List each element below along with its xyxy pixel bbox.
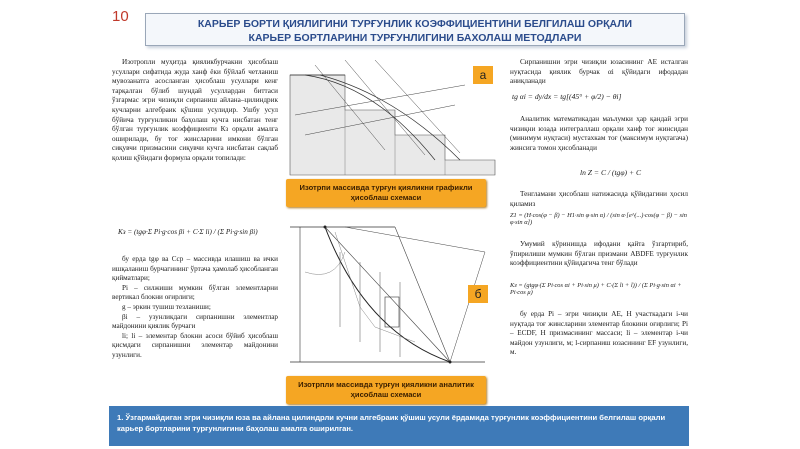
graphic-scheme-diagram (285, 55, 500, 177)
left-paragraph-1: Изотропли муҳитда қияликбурчакни ҳисоблаш усуллари сифатида жуда ханф ёки бўйлаб четланиш мувозанатга асосланган ҳисоблаш усуллари кенг тарқалган бўлиб шундай усуллардан биттаси ўзгармас эгри чизиқли сирпаниш айлана–цилиндрик кучларни алгебраик қўшиш усулидир. Ушбу усул бўйича турғунликни баҳолаш кучга нисбатан тенг бўлган турғунлик коэффициенти Кз орқали амалга оширилади, бу тоғ жинсларини имкони бўлган сиқувчи призмасини сиқувчи кучга нисбатан сақлаб қолиш қўйидаги формула орқали топилади: (112, 58, 278, 162)
formula-tangent: tg αi = dy/dx = tg[(45° + φ/2) − θi] (512, 92, 622, 101)
left-paragraph-4: g – эркин тушиш тезланиши; (122, 302, 211, 311)
caption-graphic-scheme: Изотрпи массивда турғун қияликни графикли ҳисоблаш схемаси (286, 179, 486, 207)
caption-analytic-scheme: Изотрпли массивда турғун қияликни аналитик ҳисоблаш схемаси (286, 376, 486, 404)
stability-formula-left (118, 228, 283, 252)
title-line-2: КАРЬЕР БОРТЛАРИНИ ТУРҒУНЛИГИНИ БАХОЛАШ МЕТОДЛАРИ (248, 32, 582, 44)
right-paragraph-3: Тенгламани ҳисоблаш натижасида қўйидагини ҳосил қиламиз (510, 190, 688, 208)
right-column-mid2 (510, 190, 688, 209)
right-column-mid (510, 115, 688, 153)
conclusion-banner: 1. Ўзгармайдиган эгри чизиқли юза ва айлана цилиндрли кучни алгебраик қўшиш усули ёрдамида турғунлик коэффициентини белгилаш орқали карьер бортларини турғунлигини баҳолаш амалга оширилган. (109, 406, 689, 446)
formula-text: Кз = (tgφ·Σ Pi·g·cos βi + C·Σ li) / (Σ Pi·g·sin βi) (118, 228, 258, 236)
right-paragraph-1: Сирпанишни эгри чизиқли юзасининг АЕ исталган нуқтасида қиялик бурчак αi қўйидаги ифодадан аниқланади (510, 58, 688, 86)
left-paragraph-6: li; li – элементар блокни асоси бўйиб ҳисоблаш қисмдаги сирпанишни элементар майдонини узунлиги. (112, 331, 278, 359)
formula-z: Z1 = (H·cos(φ − β) − H1·sin φ·sin α) / (sin α·[e^(...)·cos(φ − β) − sin φ·sin α]) (510, 212, 687, 226)
right-column-bottom (510, 310, 688, 358)
right-column-mid3 (510, 240, 688, 269)
title-line-1: КАРЬЕР БОРТИ ҚИЯЛИГИНИ ТУРҒУНЛИК КОЭФФИЦИЕНТИНИ БЕЛГИЛАШ ОРҚАЛИ (197, 18, 633, 30)
right-paragraph-2: Аналитик математикадан маълумки ҳар қандай эгри чизиқни юзада интеграллаш орқали ханф тоғ жинсидан (минимум нуқтаси) мустахкам тоғ (максимум нуқтагача) жинсига томон ҳисобланади (510, 115, 688, 152)
formula-stability-right: Кз = (gtgφ·(Σ Pi·cos αi + Pi·sin μ) + C·(Σ li + l)) / (Σ Pi·g·sin αi + Pi·cos μ) (510, 282, 682, 296)
right-paragraph-4: Умумий кўринишда ифодани қайта ўзгартириб, ўпирилиши мумкин бўлган призмани ABDFE турғунлик коэффициентини қўйидагича тенг бўлади (510, 240, 688, 268)
left-paragraph-5: βi – узунликдаги сирпанишни элементлар майдонини қиялик бурчаги (112, 312, 278, 331)
formula-log: ln Z = C / (tgφ) + C (580, 168, 642, 177)
label-a: а (473, 66, 493, 84)
left-column (112, 58, 278, 164)
left-paragraph-2: бу ерда tgφ ва Cср – массивда илашиш ва ички ишқаланиш бурчагининг ўртача ҳамолаб ҳисобланган қийматлари; (112, 255, 278, 283)
left-column-lower (112, 255, 278, 361)
right-column-top (510, 58, 688, 87)
label-b: б (468, 285, 488, 303)
slide-title (145, 13, 685, 46)
page-number: 10 (112, 8, 129, 25)
left-paragraph-3: Pi – силжиши мумкин бўлган элементларни вертикал блокни оғирлиги; (112, 283, 278, 302)
right-paragraph-5: бу ерда Pi – эгри чизиқли АЕ, Н участкадаги i-чи нуқтада тоғ жинсларини элементар блокини оғирлиги; Pi – ECDF, Н призмасининг массаси; li – элементар i-чи майдон узунлиги, м; l-сирпаниш юзасининг EF узунлиги, м. (510, 310, 688, 357)
